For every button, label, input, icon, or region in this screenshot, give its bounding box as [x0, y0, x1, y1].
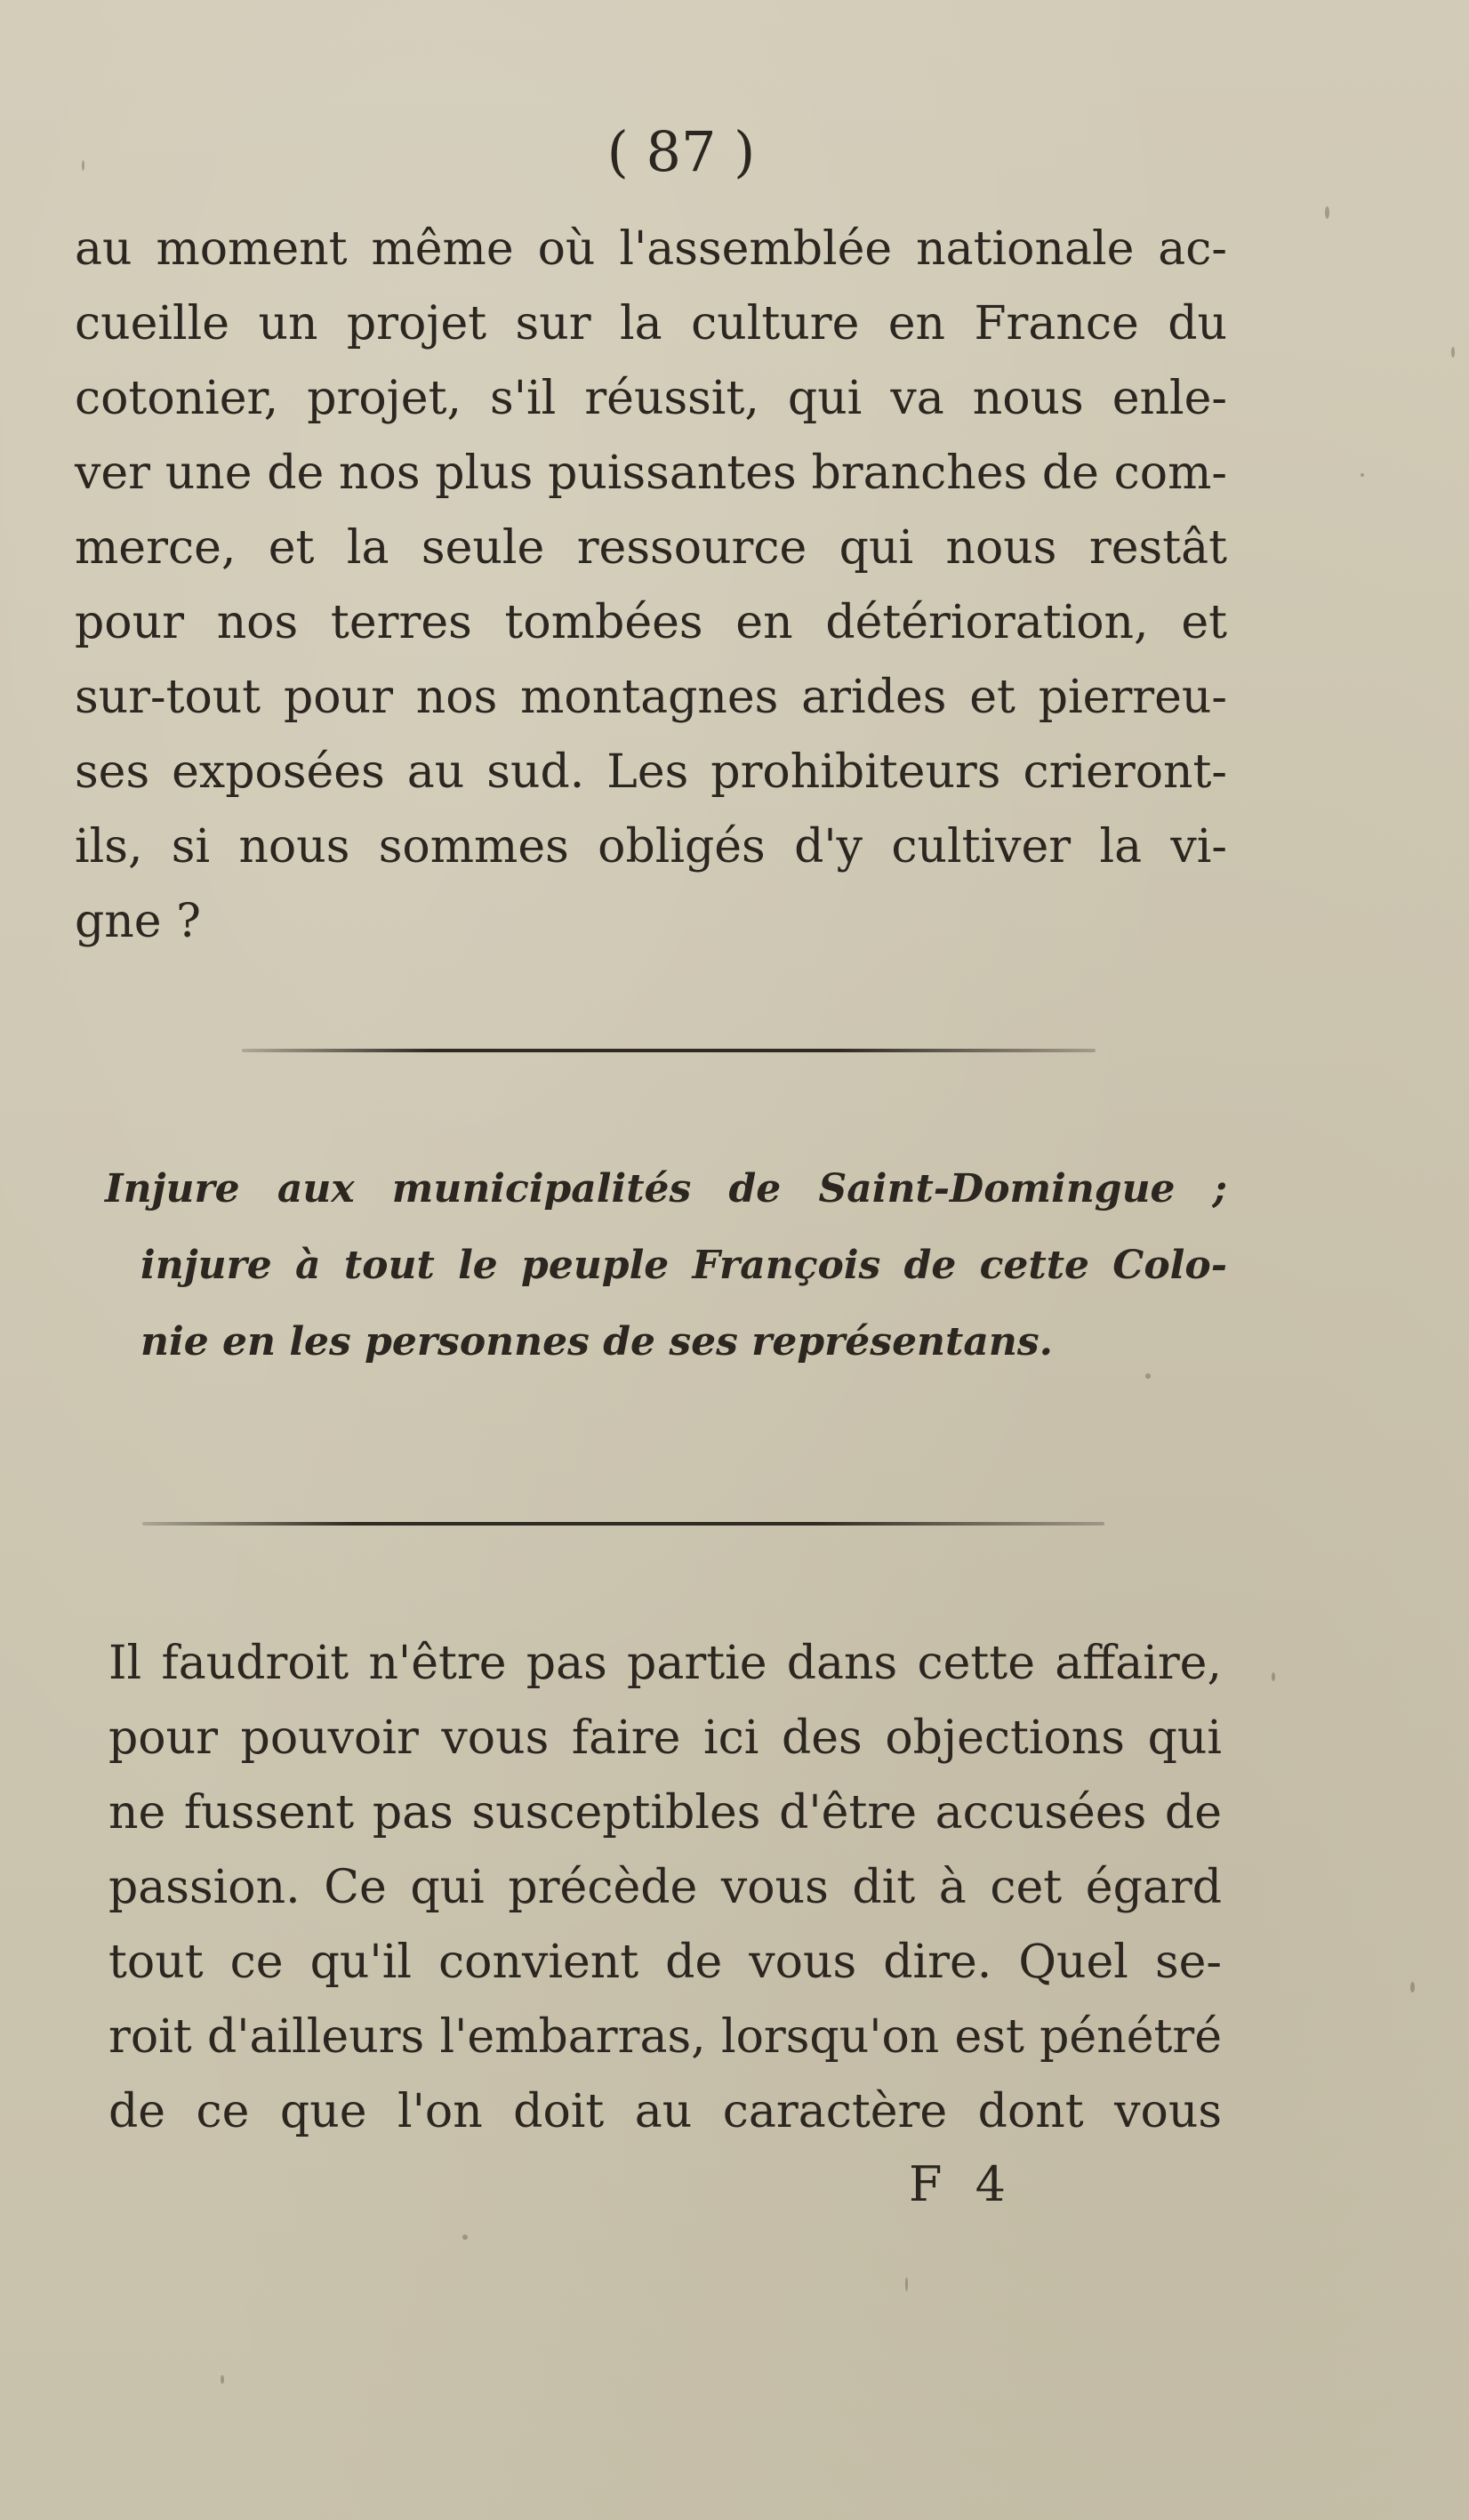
text-line: ils, si nous sommes obligés d'y cultiver la vi- [75, 820, 1227, 874]
paper-speck [1361, 473, 1364, 477]
page-number: ( 87 ) [606, 119, 756, 184]
paper-speck [1272, 1672, 1275, 1681]
text-line: merce, et la seule ressource qui nous restât [75, 521, 1227, 575]
paper-speck [1451, 347, 1455, 358]
section-heading [105, 1151, 1227, 1381]
body-paragraph-2 [108, 1626, 1222, 2149]
text-line: tout ce qu'il convient de vous dire. Quel se- [108, 1936, 1222, 1989]
heading-line: nie en les personnes de ses représentans. [140, 1319, 1053, 1365]
paper-speck [905, 2277, 908, 2291]
text-line: ne fussent pas susceptibles d'être accusées de [108, 1786, 1222, 1840]
text-line: cotonier, projet, s'il réussit, qui va nous enle- [75, 372, 1227, 425]
signature-mark: F 4 [909, 2156, 1015, 2212]
section-divider [142, 1522, 1104, 1526]
text-line: gne ? [75, 895, 201, 948]
text-line: de ce que l'on doit au caractère dont vous [108, 2085, 1222, 2138]
text-line: passion. Ce qui précède vous dit à cet égard [108, 1861, 1222, 1914]
text-line: sur-tout pour nos montagnes arides et pierreu- [75, 671, 1227, 724]
text-line: cueille un projet sur la culture en France du [75, 297, 1227, 350]
heading-line: Injure aux municipalités de Saint-Domingue ; [105, 1166, 1227, 1212]
text-line: roit d'ailleurs l'embarras, lorsqu'on est pénétré [108, 2010, 1222, 2064]
body-paragraph-1 [75, 212, 1227, 959]
paper-speck [462, 2234, 468, 2240]
text-line: au moment même où l'assemblée nationale ac- [75, 222, 1227, 276]
paper-speck [221, 2375, 224, 2384]
heading-line: injure à tout le peuple François de cette Colo- [140, 1243, 1227, 1288]
paper-speck [1410, 1982, 1415, 1993]
text-line: ver une de nos plus puissantes branches de com- [75, 447, 1227, 500]
paper-speck [1325, 206, 1329, 219]
section-divider [242, 1049, 1096, 1052]
text-line: ses exposées au sud. Les prohibiteurs crieront- [75, 745, 1227, 799]
text-line: pour pouvoir vous faire ici des objections qui [108, 1711, 1222, 1765]
text-line: Il faudroit n'être pas partie dans cette affaire, [108, 1637, 1222, 1690]
text-line: pour nos terres tombées en détérioration, et [75, 596, 1227, 649]
